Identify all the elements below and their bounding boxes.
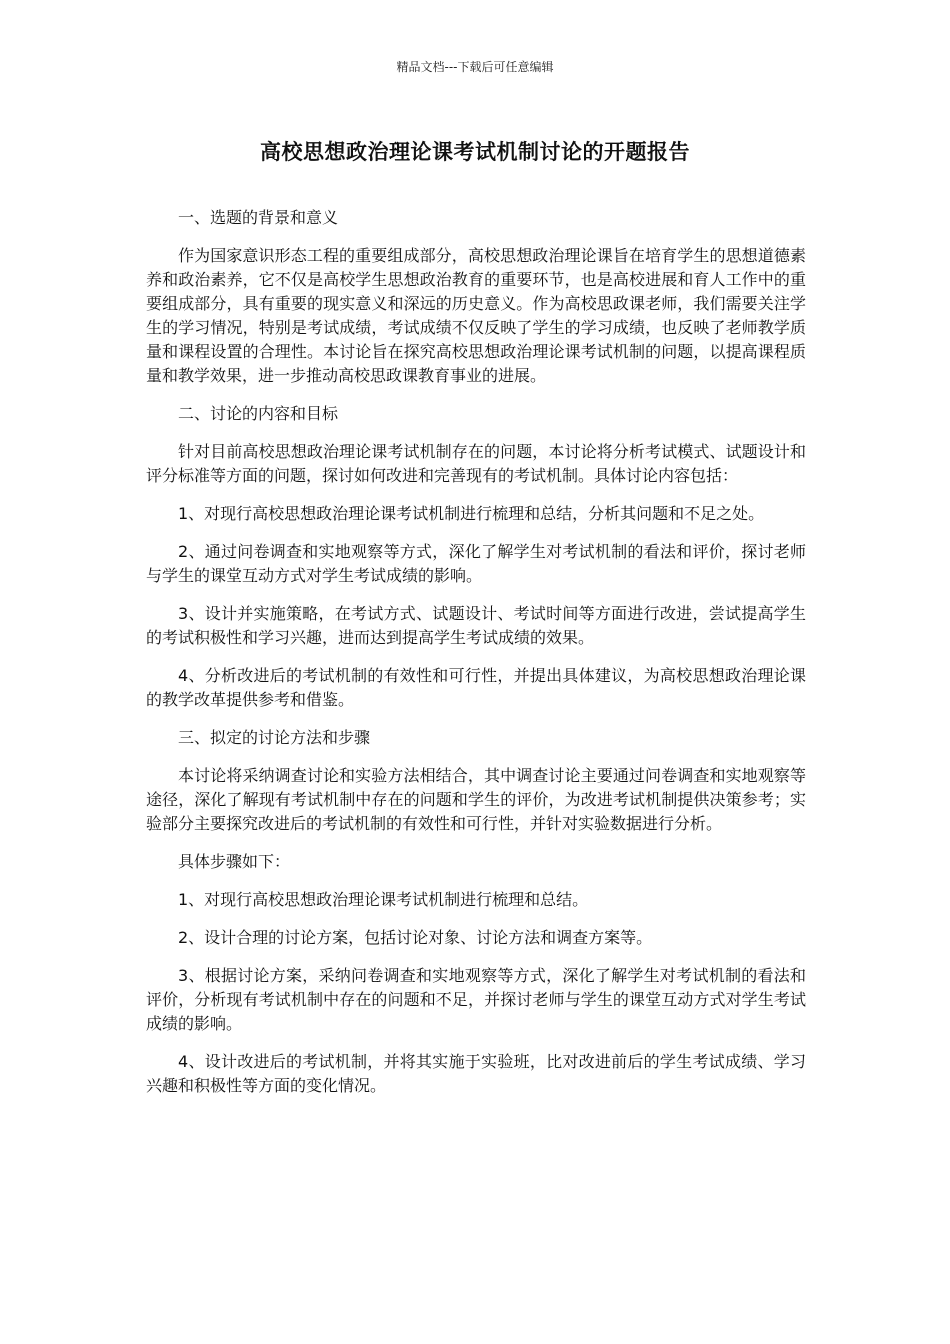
paragraph-steps-intro: 具体步骤如下： — [178, 852, 291, 871]
list-item-content-1: 1、对现行高校思想政治理论课考试机制进行梳理和总结，分析其问题和不足之处。 — [178, 504, 765, 523]
document-body — [146, 206, 806, 1112]
list-item-step-2: 2、设计合理的讨论方案，包括讨论对象、讨论方法和调查方案等。 — [178, 928, 653, 947]
paragraph-methods: 本讨论将采纳调查讨论和实验方法相结合，其中调查讨论主要通过问卷调查和实地观察等途径，深化了解现有考试机制中存在的问题和学生的评价，为改进考试机制提供决策参考；实验部分主要探究改进后的考试机制的有效性和可行性，并针对实验数据进行分析。 — [146, 766, 806, 833]
section-heading-background: 一、选题的背景和意义 — [178, 208, 339, 227]
document-title: 高校思想政治理论课考试机制讨论的开题报告 — [260, 140, 690, 164]
list-item-content-3: 3、设计并实施策略，在考试方式、试题设计、考试时间等方面进行改进，尝试提高学生的考试积极性和学习兴趣，进而达到提高学生考试成绩的效果。 — [146, 604, 806, 647]
list-item-step-3: 3、根据讨论方案，采纳问卷调查和实地观察等方式，深化了解学生对考试机制的看法和评价，分析现有考试机制中存在的问题和不足，并探讨老师与学生的课堂互动方式对学生考试成绩的影响。 — [146, 966, 806, 1033]
section-heading-methods: 三、拟定的讨论方法和步骤 — [178, 728, 371, 747]
list-item-step-1: 1、对现行高校思想政治理论课考试机制进行梳理和总结。 — [178, 890, 589, 909]
section-heading-content-goals: 二、讨论的内容和目标 — [178, 404, 339, 423]
paragraph-background: 作为国家意识形态工程的重要组成部分，高校思想政治理论课旨在培育学生的思想道德素养和政治素养，它不仅是高校学生思想政治教育的重要环节，也是高校进展和育人工作中的重要组成部分，具有重要的现实意义和深远的历史意义。作为高校思政课老师，我们需要关注学生的学习情况，特别是考试成绩，考试成绩不仅反映了学生的学习成绩，也反映了老师教学质量和课程设置的合理性。本讨论旨在探究高校思想政治理论课考试机制的问题，以提高课程质量和教学效果，进一步推动高校思政课教育事业的进展。 — [146, 246, 806, 385]
header-note: 精品文档---下载后可任意编辑 — [396, 60, 554, 74]
list-item-content-4: 4、分析改进后的考试机制的有效性和可行性，并提出具体建议，为高校思想政治理论课的教学改革提供参考和借鉴。 — [146, 666, 806, 709]
paragraph-content-intro: 针对目前高校思想政治理论课考试机制存在的问题，本讨论将分析考试模式、试题设计和评分标准等方面的问题，探讨如何改进和完善现有的考试机制。具体讨论内容包括： — [146, 442, 806, 485]
list-item-step-4: 4、设计改进后的考试机制，并将其实施于实验班，比对改进前后的学生考试成绩、学习兴趣和积极性等方面的变化情况。 — [146, 1052, 806, 1095]
list-item-content-2: 2、通过问卷调查和实地观察等方式，深化了解学生对考试机制的看法和评价，探讨老师与学生的课堂互动方式对学生考试成绩的影响。 — [146, 542, 806, 585]
